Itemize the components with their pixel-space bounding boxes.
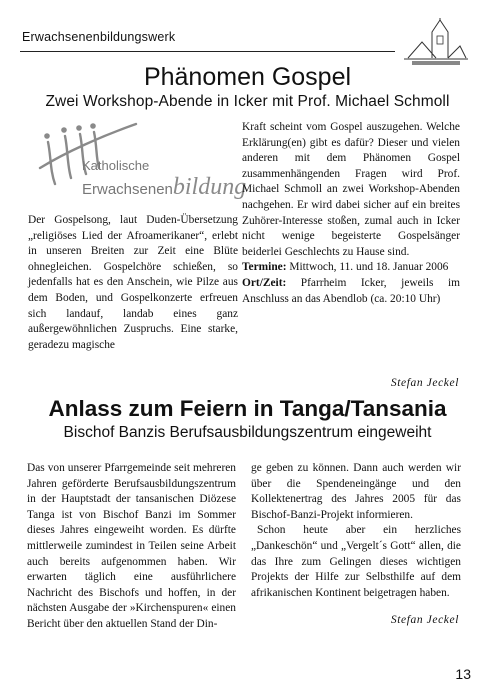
event-dates-label: Termine:: [242, 261, 287, 274]
article-title: Anlass zum Feiern in Tanga/Tansania: [48, 396, 447, 421]
article-paragraph: ge geben zu können. Dann auch werden wir über die Spendeneingänge und den Kollektenertrag des Jahres 2005 für das Bischof-Banzi-Projekt informieren.: [251, 462, 461, 521]
ekeb-logo-line2: [82, 174, 246, 201]
article-column-left: [28, 213, 238, 353]
article-title: Phänomen Gospel: [143, 63, 352, 91]
event-location-label: Ort/Zeit:: [242, 276, 287, 289]
article-column-right: [251, 461, 461, 601]
header-rule: [20, 51, 395, 52]
article-column-left: [27, 461, 236, 633]
page-number: 13: [455, 666, 471, 682]
ekeb-logo-line1: Katholische: [82, 158, 150, 173]
ekeb-logo-erwachsenen: Erwachsenen: [82, 181, 173, 198]
event-location: [242, 276, 460, 307]
article-subtitle: Zwei Workshop-Abende in Icker mit Prof. Michael Schmoll: [45, 93, 450, 110]
article-subtitle: Bischof Banzis Berufsausbildungszentrum eingeweiht: [63, 424, 432, 441]
ekeb-logo: [26, 118, 247, 208]
article-author: Stefan Jeckel: [390, 377, 459, 389]
event-location-value: Pfarrheim Icker, jeweils im Anschluss an das Abendlob (ca. 20:10 Uhr): [242, 276, 460, 305]
church-logo-icon: [402, 18, 470, 66]
article-column-right: [242, 120, 460, 307]
article-author: Stefan Jeckel: [390, 614, 459, 626]
article-paragraph: Der Gospelsong, laut Duden-Übersetzung „religiöses Lied der Afroamerikaner“, erlebt in unseren Breiten zur Zeit eine Blüte ohnegleichen. Gospelchöre schießen, so jedenfalls hat es den Anschein, wie Pilze aus dem Boden, und Gospelkonzerte erfreuen sich landauf, landab eines ganz außergewöhnlichen Zuspruchs. Eine starke, geradezu magische: [28, 214, 238, 351]
event-dates-value: Mittwoch, 11. und 18. Januar 2006: [286, 261, 449, 274]
section-label: Erwachsenenbildungswerk: [22, 30, 176, 44]
article-paragraph: Schon heute aber ein herzliches „Dankeschön“ und „Vergelt´s Gott“ allen, die das Ihre zum Gelingen dieses wichtigen Projekts der Hilfe zur Selbsthilfe auf dem afrikanischen Kontinent beigetragen haben.: [251, 524, 461, 599]
ekeb-logo-bildung: bildung: [172, 174, 247, 200]
event-dates: [242, 260, 460, 276]
article-paragraph: Das von unserer Pfarrgemeinde seit mehreren Jahren geförderte Berufsausbildungszentrum in der Hauptstadt der tansanischen Diözese Tanga ist von Bischof Banzi im Sommer dieses Jahres eingeweiht worden. Es dürfte mittlerweile zumindest in Teilen seine Arbeit auch bereits aufgenommen haben. Wir erwarten täglich eine ausführlichere Nachricht des Bischofs und hoffen, in der nächsten Ausgabe der »Kirchenspuren« einen Bericht über den aktuellen Stand der Din-: [27, 462, 236, 630]
article-paragraph: Kraft scheint vom Gospel auszugehen. Welche Erklärung(en) gibt es dafür? Dieser und vielen anderen mit dem Phänomen Gospel zusammenhängenden Fragen wird Prof. Michael Schmoll an zwei Workshop-Abenden nachgehen. Er wird dabei sicher auf ein breites Zuhörer-Interesse stoßen, zumal auch in Icker nicht wenige begeisterte Gospelsänger beiderlei Geschlechts zu Hause sind.: [242, 121, 460, 258]
